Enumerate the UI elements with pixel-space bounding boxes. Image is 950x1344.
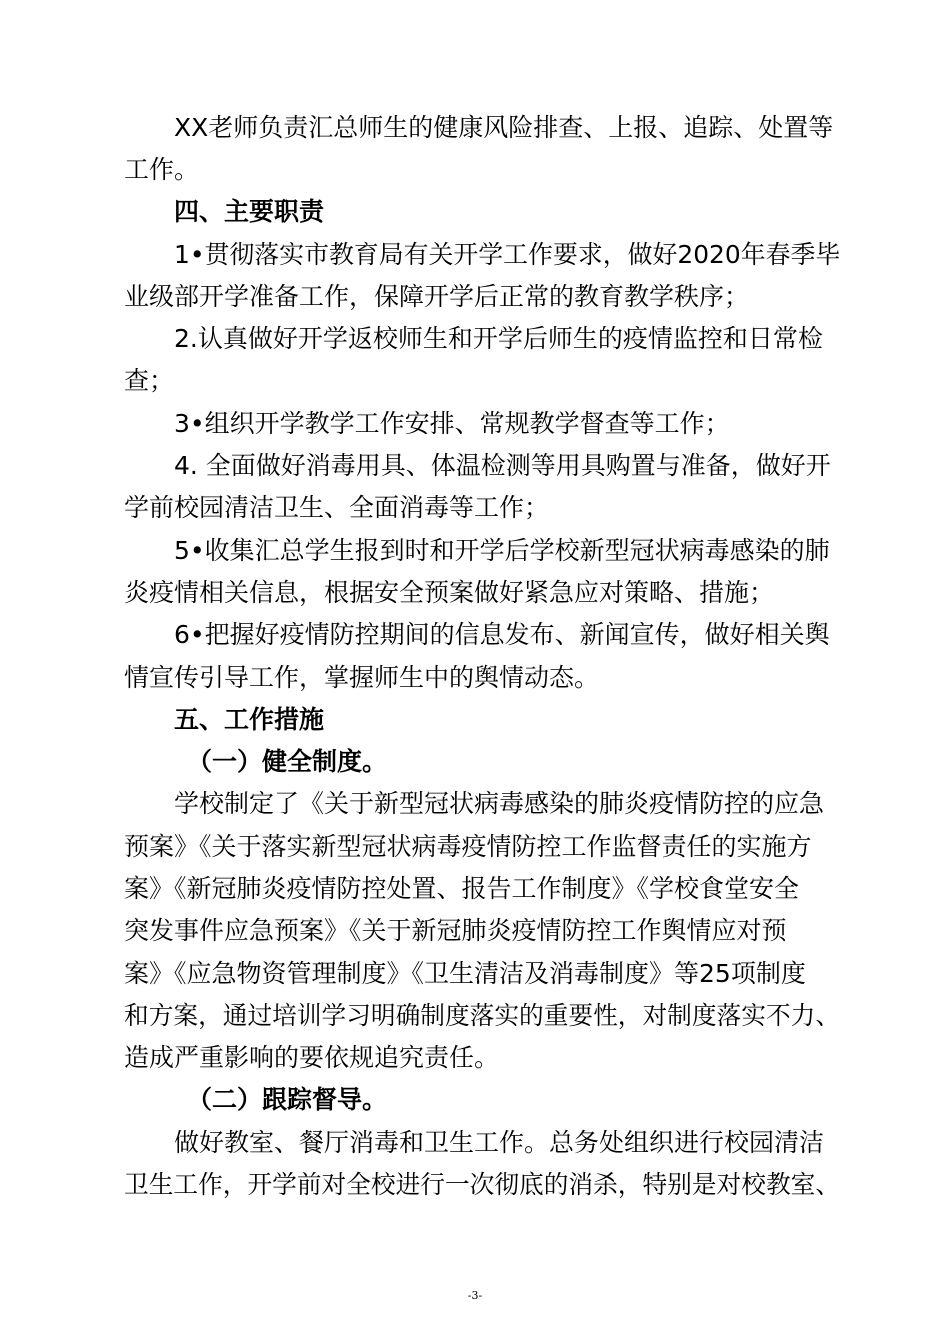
paragraph-line: 1•贯彻落实市教育局有关开学工作要求，做好2020年春季毕 xyxy=(174,240,841,269)
subsection-heading: （一）健全制度。 xyxy=(187,747,388,776)
paragraph-line: 业级部开学准备工作，保障开学后正常的教育教学秩序； xyxy=(124,282,750,311)
paragraph-line: 5•收集汇总学生报到时和开学后学校新型冠状病毒感染的肺 xyxy=(174,536,830,565)
paragraph-line: 3•组织开学教学工作安排、常规教学督查等工作； xyxy=(174,409,730,438)
paragraph-line: 案》《新冠肺炎疫情防控处置、报告工作制度》《学校食堂安全 xyxy=(124,874,800,903)
paragraph-line: 案》《应急物资管理制度》《卫生清洁及消毒制度》等25项制度 xyxy=(124,959,806,988)
paragraph-line: 预案》《关于落实新型冠状病毒疫情防控工作监督责任的实施方 xyxy=(124,832,812,861)
paragraph-line: 炎疫情相关信息，根据安全预案做好紧急应对策略、措施； xyxy=(124,578,775,607)
paragraph-line: 学前校园清洁卫生、全面消毒等工作； xyxy=(124,493,550,522)
page-number: -3- xyxy=(467,1289,483,1302)
paragraph-line: 4. 全面做好消毒用具、体温检测等用具购置与准备，做好开 xyxy=(174,451,831,480)
paragraph-line: 工作。 xyxy=(124,155,200,184)
paragraph-line: 2.认真做好开学返校师生和开学后师生的疫情监控和日常检 xyxy=(174,324,823,353)
paragraph-line: 突发事件应急预案》《关于新冠肺炎疫情防控工作舆情应对预 xyxy=(124,916,787,945)
paragraph-line: 做好教室、餐厅消毒和卫生工作。总务处组织进行校园清洁 xyxy=(174,1128,825,1157)
paragraph-line: 查； xyxy=(124,366,175,395)
section-heading: 四、主要职责 xyxy=(174,197,325,226)
paragraph-line: 造成严重影响的要依规追究责任。 xyxy=(124,1043,500,1072)
paragraph-line: 和方案，通过培训学习明确制度落实的重要性，对制度落实不力、 xyxy=(124,1001,841,1030)
subsection-heading: （二）跟踪督导。 xyxy=(187,1085,388,1114)
paragraph-line: 6•把握好疫情防控期间的信息发布、新闻宣传，做好相关舆 xyxy=(174,620,830,649)
paragraph-line: 情宣传引导工作，掌握师生中的舆情动态。 xyxy=(124,663,600,692)
paragraph-line: 学校制定了《关于新型冠状病毒感染的肺炎疫情防控的应急 xyxy=(174,789,825,818)
paragraph-line: XX老师负责汇总师生的健康风险排查、上报、追踪、处置等 xyxy=(174,113,834,142)
section-heading: 五、工作措施 xyxy=(174,705,325,734)
paragraph-line: 卫生工作，开学前对全校进行一次彻底的消杀，特别是对校教室、 xyxy=(124,1170,841,1199)
